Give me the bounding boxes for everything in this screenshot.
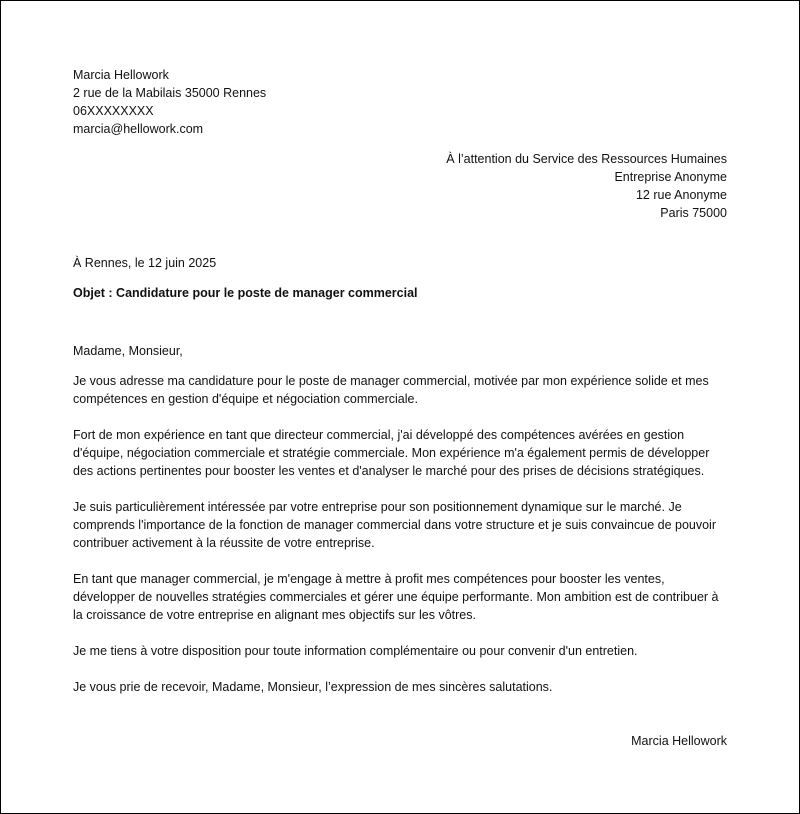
signature: Marcia Hellowork	[631, 734, 727, 748]
body-paragraph: En tant que manager commercial, je m'engage à mettre à profit mes compétences pour booster les ventes, développer de nouvelles stratégies commerciales et gérer une équipe performante. Mon ambition est de contribuer à la croissance de votre entreprise en alignant mes objectifs sur les vôtres.	[73, 572, 719, 622]
salutation: Madame, Monsieur,	[73, 344, 183, 358]
body-paragraph: Je vous adresse ma candidature pour le poste de manager commercial, motivée par mon expérience solide et mes compétences en gestion d'équipe et négociation commerciale.	[73, 374, 709, 406]
date-line: À Rennes, le 12 juin 2025	[73, 256, 217, 270]
body-paragraph: Je me tiens à votre disposition pour toute information complémentaire ou pour convenir d'un entretien.	[73, 644, 638, 658]
letter-body	[73, 342, 729, 714]
sender-address: 2 rue de la Mabilais 35000 Rennes	[73, 86, 267, 100]
recipient-attention: À l’attention du Service des Ressources Humaines	[446, 152, 727, 166]
recipient-block	[446, 150, 727, 222]
recipient-city: Paris 75000	[660, 206, 727, 220]
recipient-street: 12 rue Anonyme	[635, 188, 727, 202]
sender-block	[73, 66, 266, 138]
sender-phone: 06XXXXXXXX	[73, 104, 154, 118]
sender-email: marcia@hellowork.com	[73, 122, 204, 136]
body-paragraph: Je suis particulièrement intéressée par votre entreprise pour son positionnement dynamique sur le marché. Je comprends l'importance de la fonction de manager commercial dans votre structure et je suis convaincue de pouvoir contribuer activement à la réussite de votre entreprise.	[73, 500, 716, 550]
sender-name: Marcia Hellowork	[73, 68, 169, 82]
closing-paragraph: Je vous prie de recevoir, Madame, Monsieur, l’expression de mes sincères salutations.	[73, 680, 553, 694]
subject-line: Objet : Candidature pour le poste de manager commercial	[73, 286, 418, 300]
body-paragraph: Fort de mon expérience en tant que directeur commercial, j'ai développé des compétences avérées en gestion d'équipe, négociation commerciale et stratégie commerciale. Mon expérience m'a également permis de développer des actions pertinentes pour booster les ventes et d'analyser le marché pour des prises de décisions stratégiques.	[73, 428, 710, 478]
recipient-company: Entreprise Anonyme	[614, 170, 727, 184]
